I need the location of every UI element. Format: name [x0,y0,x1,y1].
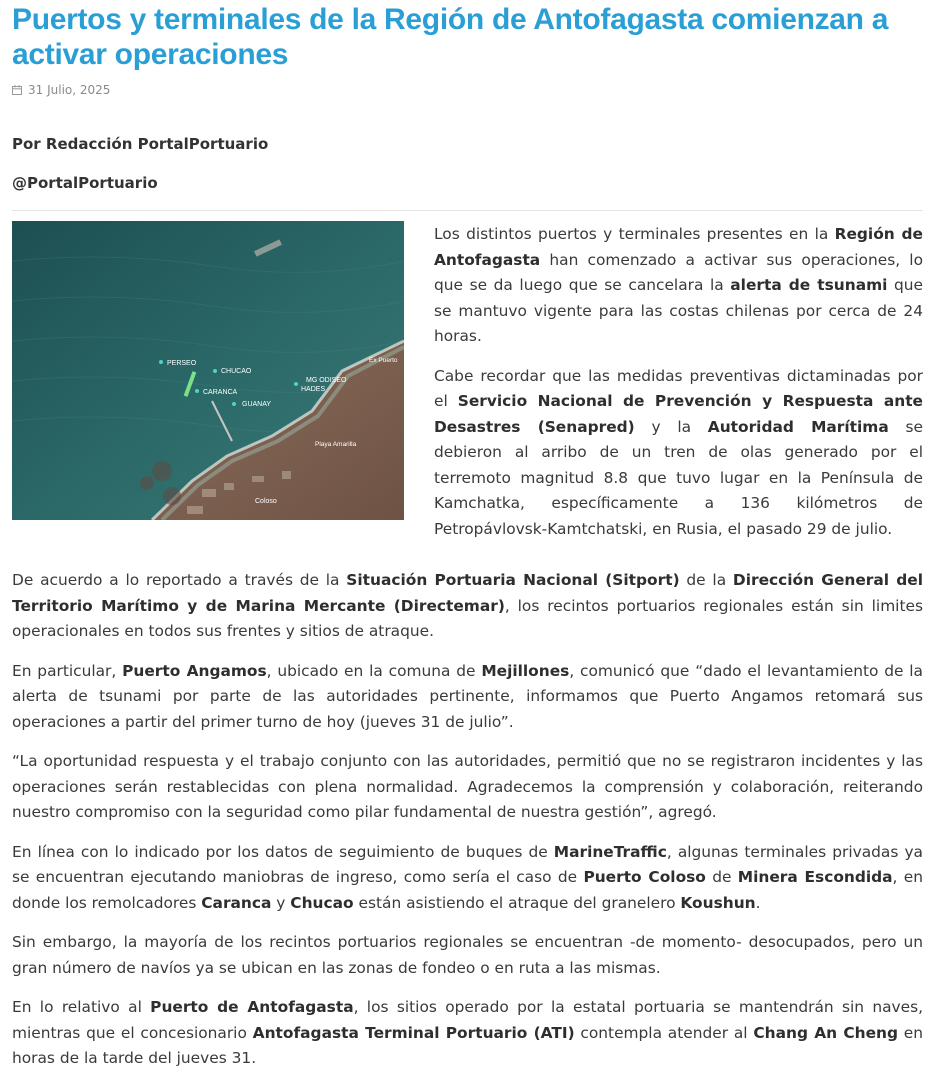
map-label-chucao: CHUCAO [221,368,252,375]
calendar-icon [12,85,22,95]
paragraph-2: Cabe recordar que las medidas preventivas dictaminadas por el Servicio Nacional de Prevención y Respuesta ante Desastres (Senapred) y la Autoridad Marítima se debieron al arribo de un tren de olas generado por el terremoto magnitud 8.8 que tuvo lugar en la Península de Kamchatka, específicamente a 136 kilómetros de Petropávlovsk-Kamtchatski, en Rusia, el pasado 29 de julio. [434,366,923,538]
map-label-hades: HADES [301,386,326,393]
article-title: Puertos y terminales de la Región de Antofagasta comienzan a activar operaciones [12,3,889,71]
date-text: 31 Julio, 2025 [28,83,111,97]
map-label-mg-odiseo: MG ODISEO [306,377,347,384]
map-label-playa-amarilla: Playa Amarilla [315,441,357,448]
intro-text [434,221,923,556]
article-date [12,83,923,97]
paragraph-1: Los distintos puertos y terminales presentes en la Región de Antofagasta han comenzado a activar sus operaciones, lo que se da luego que se cancelara la alerta de tsunami que se mantuvo vigente para las costas chilenas por cerca de 24 horas. [434,225,923,345]
paragraph-8: En lo relativo al Puerto de Antofagasta, los sitios operado por la estatal portuaria se mantendrán sin naves, mientras que el concesionario Antofagasta Terminal Portuario (ATI) contempla atender al Chang An Cheng en horas de la tarde del jueves 31. [12,998,924,1067]
intro-section [12,221,923,556]
byline: Por Redacción PortalPortuario [12,135,269,153]
map-label-guanay: GUANAY [242,401,272,408]
paragraph-7: Sin embargo, la mayoría de los recintos portuarios regionales se encuentran -de momento- desocupados, pero un gran número de navíos ya se ubican en las zonas de fondeo o en ruta a las mismas. [12,933,923,977]
map-label-perseo: PERSEO [167,360,197,367]
divider [12,210,923,211]
paragraph-4: En particular, Puerto Angamos, ubicado en la comuna de Mejillones, comunicó que “dado el levantamiento de la alerta de tsunami por parte de las autoridades pertinente, informamos que Puerto Angamos retomará sus operaciones a partir del primer turno de hoy (jueves 31 de julio”. [12,661,923,731]
paragraph-6: En línea con lo indicado por los datos de seguimiento de buques de MarineTraffic, algunas terminales privadas ya se encuentran ejecutando maniobras de ingreso, como sería el caso de Puerto Coloso de Minera Escondida, en donde los remolcadores Caranca y Chucao están asistiendo el atraque del granelero Koushun. [12,842,923,912]
map-image [12,221,404,520]
twitter-handle: @PortalPortuario [12,174,158,192]
map-label-caranca: CARANCA [203,389,238,396]
article-body [12,568,923,1072]
paragraph-5: “La oportunidad respuesta y el trabajo conjunto con las autoridades, permitió que no se registraron incidentes y las operaciones serán restablecidas con plena normalidad. Agradecemos la comprensión y colaboración, reiterando nuestro compromiso con la seguridad como pilar fundamental de nuestra gestión”, agregó. [12,752,923,821]
map-label-ex-puerto: Ex Puerto [369,357,398,364]
map-label-coloso: Coloso [255,498,277,505]
paragraph-3: De acuerdo a lo reportado a través de la Situación Portuaria Nacional (Sitport) de la Dirección General del Territorio Marítimo y de Marina Mercante (Directemar), los recintos portuarios regionales están sin limites operacionales en todos sus frentes y sitios de atraque. [12,571,924,640]
